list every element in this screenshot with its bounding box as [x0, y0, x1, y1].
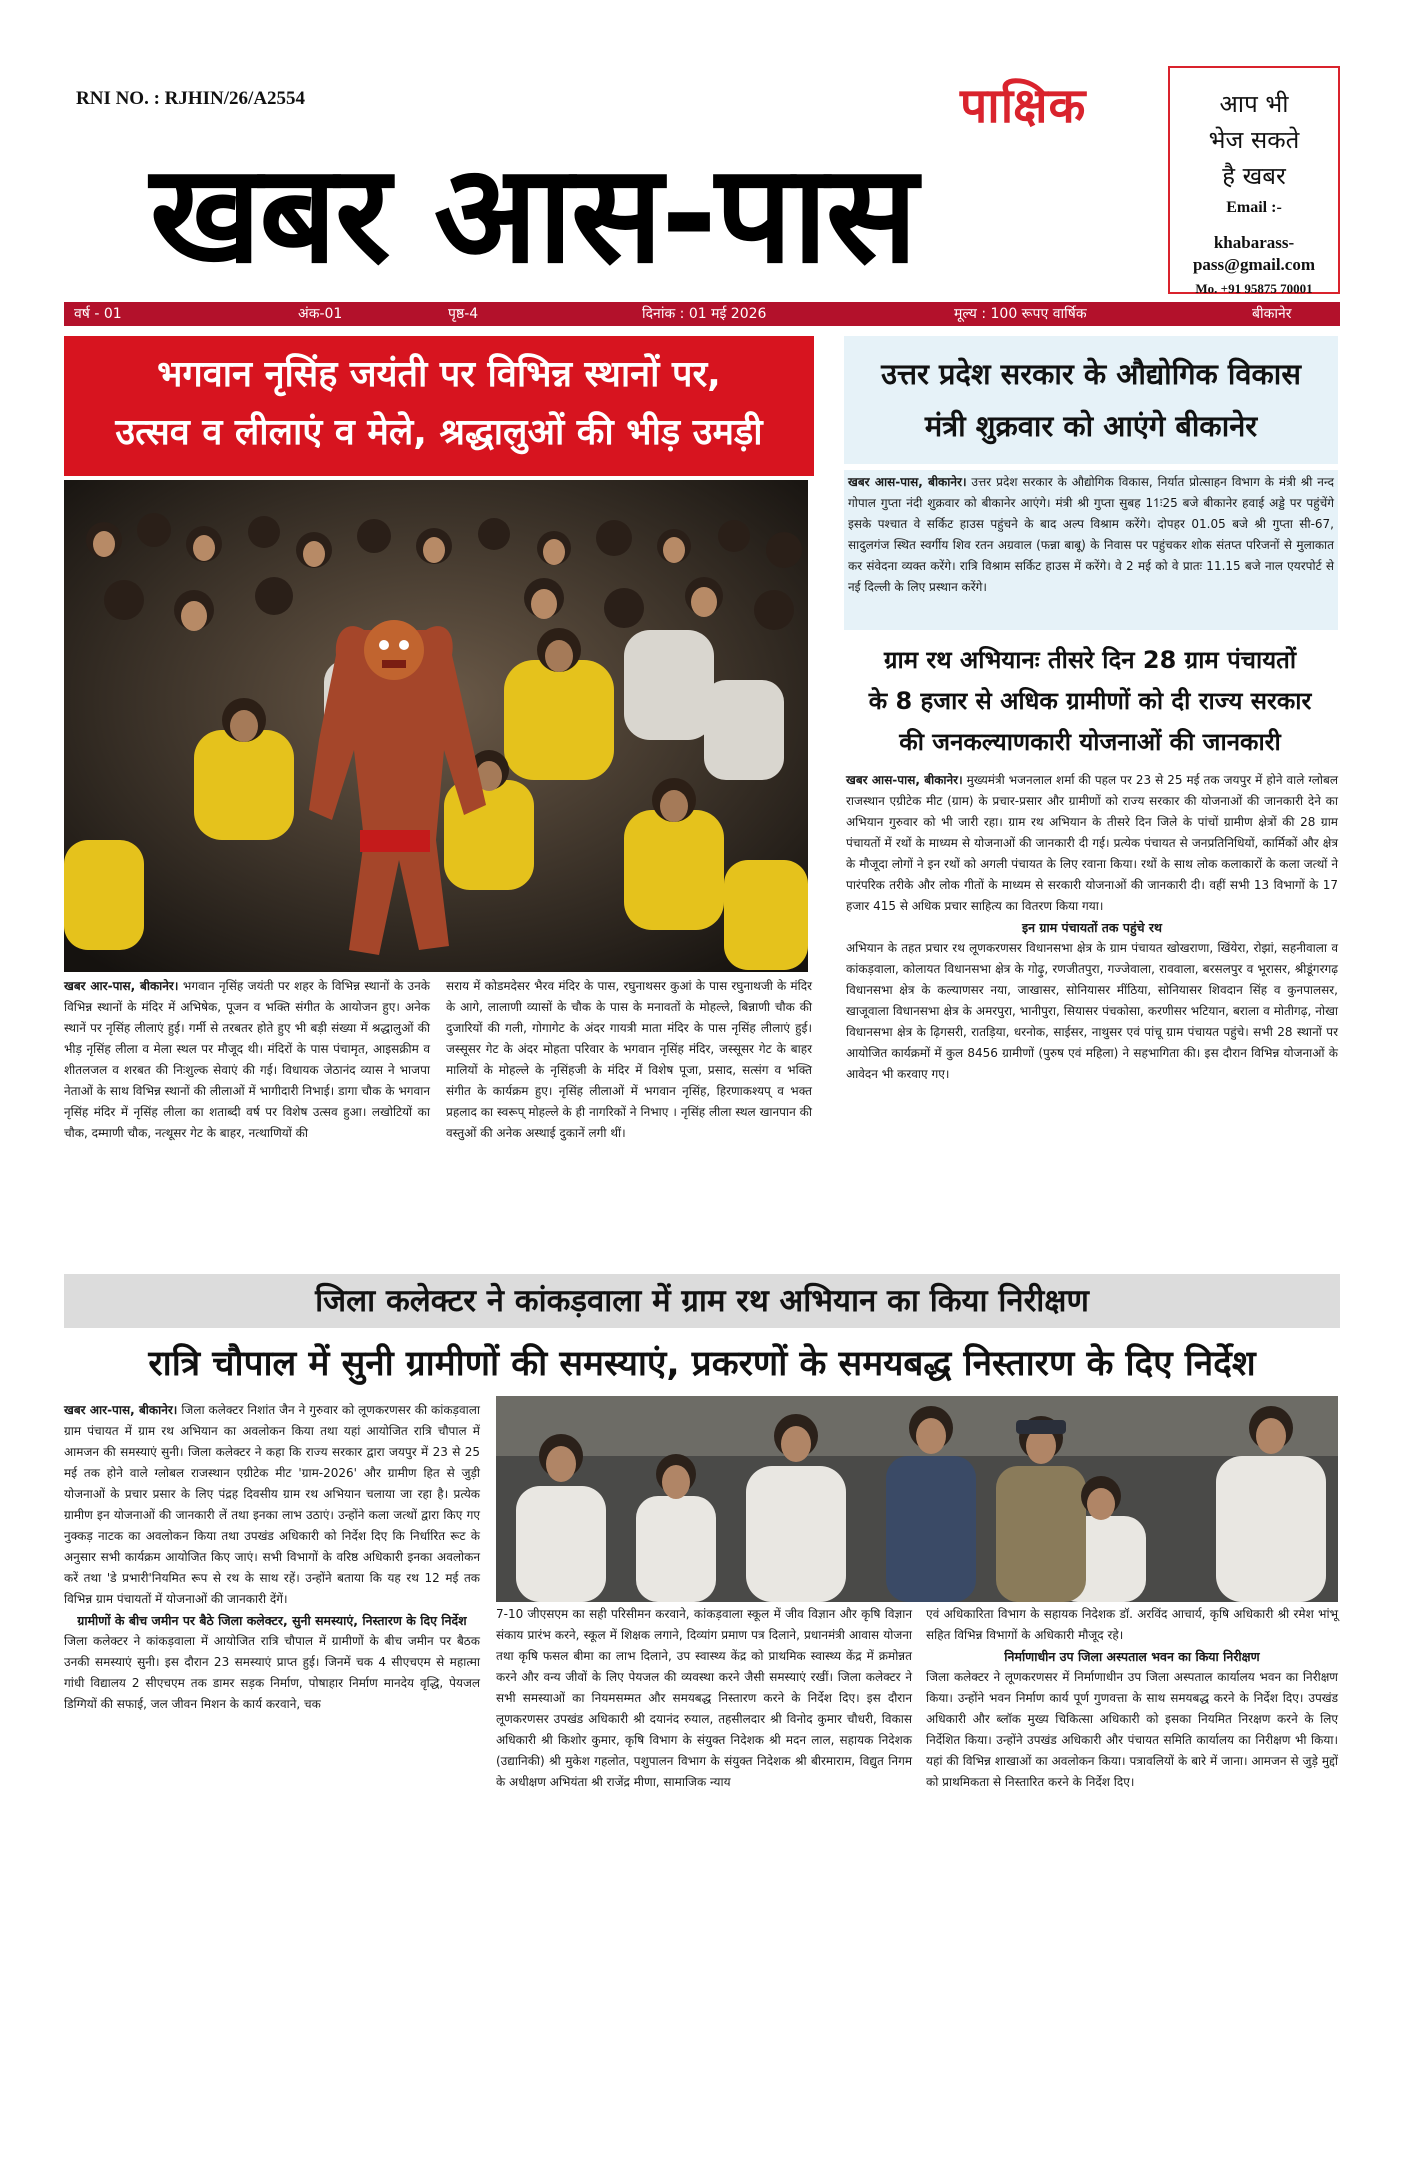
body-text: मुख्यमंत्री भजनलाल शर्मा की पहल पर 23 से 25 मई तक जयपुर में होने वाले ग्लोबल राजस्थान एग्रीटेक मीट (ग्राम) के प्रचार-प्रसार और ग्रामीणों को राज्य सरकार की योजनाओं की जानकारी देने का अभियान गुरुवार को भी जारी रहा। ग्राम रथ अभियान के तीसरे दिन जिले के पांचों ग्रामीण क्षेत्रों की 28 ग्राम पंचायतों में रथों के माध्यम से योजनाओं की जानकारी दी गई। प्रत्येक पंचायत से जनप्रतिनिधियों, कार्मिकों और क्षेत्र के मौजूदा लोगों ने इन रथों को अगली पंचायत के लिए रवाना किया। रथों के साथ लोक कलाकारों के कला जत्थों ने पारंपरिक तरीके और लोक गीतों के माध्यम से सरकारी योजनाओं की जानकारी दी। वहीं सभी 13 विभागों के 17 हजार 415 से अधिक प्रचार साहित्य का वितरण किया गया।: [846, 773, 1338, 913]
story2-body: [844, 470, 1338, 630]
dateline: खबर आस-पास, बीकानेर।: [846, 773, 963, 787]
body-text: सराय में कोडमदेसर भैरव मंदिर के पास, रघुनाथसर कुआं के पास रघुनाथजी के मंदिर के आगे, लालाणी व्यासों के चौक के पास के मनावतों के मोहल्ले, बिन्नाणी चौक की दुजारियों की गली, गोगागेट के अंदर गायत्री माता मंदिर के पास नृसिंह लीलाएं हुई। जस्सूसर गेट के अंदर मोहता परिवार के भगवान नृसिंह मंदिर, जस्सूसर गेट के बाहर मालियों के मोहल्ले के नृसिंहजी के मंदिर में विशेष पूजा, प्रसाद, सत्संग व भक्ति संगीत के कार्यक्रम हुए। नृसिंह लीलाओं में भगवान नृसिंह, हिरणाकश्यप् व भक्त प्रहलाद का स्वरूप् मोहल्ले के ही नागरिकों ने निभाए । नृसिंह लीला स्थल खानपान की वस्तुओं की अनेक अस्थाई दुकानें लगी थीं।: [446, 979, 812, 1140]
meeting-image-illustration: [496, 1396, 1338, 1602]
headline-line: ग्राम रथ अभियानः तीसरे दिन 28 ग्राम पंचायतों: [883, 646, 1297, 674]
story4-column-3: [926, 1604, 1338, 1793]
story1-column-1: [64, 976, 430, 1144]
mobile-number: Mo. +91 95875 70001: [1195, 281, 1313, 296]
email-label: Email :-: [1226, 199, 1282, 216]
submit-news-box: [1168, 66, 1340, 294]
rni-number: RNI NO. : RJHIN/26/A2554: [76, 88, 306, 109]
headline-line: उत्सव व लीलाएं व मेले, श्रद्धालुओं की भीड़ उमड़ी: [115, 412, 763, 453]
night-chaupal-photo: [496, 1396, 1338, 1602]
body-text: जिला कलेक्टर ने लूणकरणसर में निर्माणाधीन उप जिला अस्पताल कार्यालय भवन का निरीक्षण किया। उन्होंने भवन निर्माण कार्य पूर्ण गुणवत्ता के साथ समयबद्ध करने के निर्देश दिए। उपखंड अधिकारी और ब्लॉक मुख्य चिकित्सा अधिकारी को इसका नियमित निरक्षण करने के लिए निर्देशित किया। उन्होंने उपखंड अधिकारी और पंचायत समिति कार्यालय का निरीक्षण भी किया। यहां की विभिन्न शाखाओं का अवलोकन किया। पत्रावलियों के बारे में जाना। आमजन से जुड़े मुद्दों को प्राथमिकता से निस्तारित करने के निर्देश दिए।: [926, 1670, 1338, 1789]
headline-line: भगवान नृसिंह जयंती पर विभिन्न स्थानों पर,: [157, 354, 721, 395]
story3-body: [846, 770, 1338, 1085]
email-address-part: khabarass-: [1213, 233, 1295, 252]
body-text: जिला कलेक्टर निशांत जैन ने गुरुवार को लूणकरणसर की कांकड़वाला ग्राम पंचायत में ग्राम रथ अभियान का अवलोकन किया तथा यहां आयोजित रात्रि चौपाल में आमजन की समस्याएं सुनी। जिला कलेक्टर ने कहा कि राज्य सरकार द्वारा जयपुर में 23 से 25 मई तक होने वाले ग्लोबल राजस्थान एग्रीटेक मीट 'ग्राम-2026' और ग्रामीण हित से जुड़ी योजनाओं के प्रचार प्रसार के लिए पंद्रह दिवसीय ग्राम रथ अभियान चलाया जा रहा है। प्रत्येक ग्रामीण इन योजनाओं की जानकारी लें तथा इनका लाभ उठाएं। उन्होंने कला जत्थों द्वारा किए गए नुक्कड़ नाटक का अवलोकन किया तथा उपखंड अधिकारी को निर्देश दिए कि निर्धारित रूट के अनुसार सभी कार्यक्रम आयोजित किए जाएं। सभी विभागों के वरिष्ठ अधिकारी इनका अवलोकन करें तथा 'डे प्रभारी'नियमित रूप से रथ के साथ रहें। उन्होंने बताया कि यह रथ 12 मई तक विभिन्न ग्राम पंचायतों में योजनाओं की जानकारी देंगें।: [64, 1403, 480, 1606]
subheading: इन ग्राम पंचायतों तक पहुंचे रथ: [1022, 920, 1162, 935]
body-text: उत्तर प्रदेश सरकार के औद्योगिक विकास, निर्यात प्रोत्साहन विभाग के मंत्री श्री नन्द गोपाल गुप्ता नंदी शुक्रवार को बीकानेर आएंगे। मंत्री श्री गुप्ता सुबह 11ः25 बजे बीकानेर हवाई अड्डे पर पहुंचेंगे इसके पश्चात वे सर्किट हाउस पहुंचने के बाद अल्प विश्राम करेंगे। दोपहर 01.05 बजे श्री गुप्ता सी-67, सादुलगंज स्थित स्वर्गीय शिव रतन अग्रवाल (फन्ना बाबू) के निवास पर पहुंचकर शोक संतप्त परिजनों से मुलाकात कर संवेदना व्यक्त करेंगे। रात्रि विश्राम सर्किट हाउस में करेंगे। वे 2 मई को वे प्रातः 11.15 बजे नाल एयरपोर्ट से नई दिल्ली के लिए प्रस्थान करेंगे।: [848, 475, 1334, 594]
story3-headline: [840, 640, 1340, 763]
headline-line: के 8 हजार से अधिक ग्रामीणों को दी राज्य सरकार: [868, 687, 1312, 715]
dateline: खबर आर-पास, बीकानेर।: [64, 979, 179, 993]
headline-line: उत्तर प्रदेश सरकार के औद्योगिक विकास: [881, 357, 1301, 391]
headline-line: मंत्री शुक्रवार को आएंगे बीकानेर: [924, 409, 1258, 443]
body-text: अभियान के तहत प्रचार रथ लूणकरणसर विधानसभा क्षेत्र के ग्राम पंचायत खोखराणा, खिंयेरा, रोझां, सहनीवाला व कांकड़वाला, कोलायत विधानसभा क्षेत्र के गोढ़ु, रणजीतपुरा, गज्जेवाला, राववाला, बरसलपुर व भूरासर, श्रीडूंगरगढ़ विधानसभा क्षेत्र के कल्याणसर नया, जाखासर, सोनियासर मींठिया, सोनियासर शिवदान सिंह व कुनपालसर, खाजूवाला विधानसभा क्षेत्र के अमरपुरा, भानीपुरा, सियासर पंचकोसा, करणीसर भटियान, बराला व मोतीगढ़, नोखा विधानसभा क्षेत्र के ढ़िगसरी, रातड़िया, धरनोक, साईसर, नाथुसर एवं पांचू ग्राम पंचायत पहुंचे। सभी 28 स्थानों पर आयोजित कार्यक्रमों में कुल 8456 ग्रामीणों (पुरुष एवं महिला) ने सहभागिता की। इस दौरान विभिन्न योजनाओं के आवेदन भी करवाए गए।: [846, 941, 1338, 1081]
price: मूल्य : 100 रूपए वार्षिक: [954, 306, 1087, 322]
frequency-label: पाक्षिक: [960, 78, 1087, 134]
promo-line: आप भी: [1219, 90, 1289, 118]
subheading: निर्माणाधीन उप जिला अस्पताल भवन का किया निरीक्षण: [1004, 1649, 1260, 1664]
page-number: पृष्ठ-4: [448, 306, 479, 322]
story4-column-2: [496, 1604, 912, 1793]
body-text: 7-10 जीएसएम का सही परिसीमन करवाने, कांकड़वाला स्कूल में जीव विज्ञान और कृषि विज्ञान संकाय प्रारंभ करने, स्कूल में शिक्षक लगाने, दिव्यांग प्रमाण पत्र दिलाने, प्रधानमंत्री आवास योजना तथा कृषि फसल बीमा का लाभ दिलाने, उप स्वास्थ्य केंद्र को प्राथमिक स्वास्थ्य केंद्र में क्रमोन्नत करने और वन्य जीवों के लिए पेयजल की व्यवस्था करने जैसी समस्याएं रखीं। जिला कलेक्टर ने सभी समस्याओं का नियमसम्मत और समयबद्ध निस्तारण करने के निर्देश दिए। इस दौरान लूणकरणसर उपखंड अधिकारी श्री दयानंद रुयाल, तहसीलदार श्री विनोद कुमार चौधरी, विकास अधिकारी श्री किशोर कुमार, कृषि विभाग के संयुक्त निदेशक श्री मदन लाल, सहायक निदेशक (उद्यानिकी) श्री मुकेश गहलोत, पशुपालन विभाग के संयुक्त निदेशक श्री बीरमाराम, विद्युत निगम के अधीक्षण अभियंता श्री राजेंद्र मीणा, सामाजिक न्याय: [496, 1607, 912, 1789]
body-text: एवं अधिकारिता विभाग के सहायक निदेशक डॉ. अरविंद आचार्य, कृषि अधिकारी श्री रमेश भांभू सहित विभिन्न विभागों के अधिकारी मौजूद रहे।: [926, 1607, 1338, 1642]
issue-number: अंक-01: [298, 306, 343, 322]
story4-banner-headline: जिला कलेक्टर ने कांकड़वाला में ग्राम रथ अभियान का किया निरीक्षण: [64, 1274, 1340, 1328]
promo-line: है खबर: [1222, 162, 1286, 190]
issue-info-strip: [64, 302, 1340, 326]
headline-line: की जनकल्याणकारी योजनाओं की जानकारी: [899, 728, 1281, 756]
volume-year: वर्ष - 01: [74, 306, 122, 322]
story1-column-2: [446, 976, 812, 1144]
crowd-image-illustration: [64, 480, 808, 972]
email-address-part: pass@gmail.com: [1192, 255, 1316, 274]
dateline: खबर आस-पास, बीकानेर।: [848, 475, 967, 489]
story2-headline: [844, 336, 1338, 464]
newspaper-title: खबर आस-पास: [150, 136, 916, 294]
story1-headline: [64, 336, 814, 476]
story4-headline: रात्रि चौपाल में सुनी ग्रामीणों की समस्याएं, प्रकरणों के समयबद्ध निस्तारण के दिए निर्देश: [148, 1344, 1256, 1384]
festival-crowd-photo: [64, 480, 808, 972]
city: बीकानेर: [1252, 306, 1292, 322]
body-text: जिला कलेक्टर ने कांकड़वाला में आयोजित रात्रि चौपाल में ग्रामीणों के बीच जमीन पर बैठक उनकी समस्याएं सुनी। इस दौरान 23 समस्याएं प्राप्त हुई। जिनमें चक 4 सीएचएम से महात्मा गांधी विद्यालय 2 सीएचएम तक डामर सड़क निर्माण, पोषाहार निर्माण मानदेय वृद्धि, पेयजल डिग्गियों की सफाई, जल जीवन मिशन के कार्य करवाने, चक: [64, 1634, 480, 1711]
body-text: भगवान नृसिंह जयंती पर शहर के विभिन्न स्थानों के उनके विभिन्न स्थानों के मंदिर में अभिषेक, पूजन व भक्ति संगीत के आयोजन हुए। अनेक स्थानें पर नृसिंह लीलाएं हुई। गर्मी से तरबतर होते हुए भी बड़ी संख्या में श्रद्धालुओं की भीड़ नृसिंह लीला व मेला स्थल पर मौजूद थी। मंदिरों के पास पंचामृत, आइसक्रीम व शीतलजल व शरबत की निःशुल्क सेवाएं की गई। विधायक जेठानंद व्यास ने भाजपा नेताओं के साथ विभिन्न स्थानों की लीलाओं में भागीदारी निभाई। डागा चौक के भगवान नृसिंह मंदिर में नृसिंह लीला का शताब्दी वर्ष पर विशेष उत्सव हुआ। लखोटियों का चौक, दम्माणी चौक, नत्थूसर गेट के बाहर, नत्थाणियों की: [64, 979, 430, 1140]
promo-line: भेज सकते: [1208, 126, 1300, 154]
dateline: खबर आर-पास, बीकानेर।: [64, 1403, 178, 1417]
issue-date: दिनांक : 01 मई 2026: [642, 306, 767, 322]
subheading: ग्रामीणों के बीच जमीन पर बैठे जिला कलेक्टर, सुनी समस्याएं, निस्तारण के दिए निर्देश: [77, 1613, 467, 1628]
story4-column-1: [64, 1400, 480, 1715]
email-address: [1170, 232, 1338, 276]
